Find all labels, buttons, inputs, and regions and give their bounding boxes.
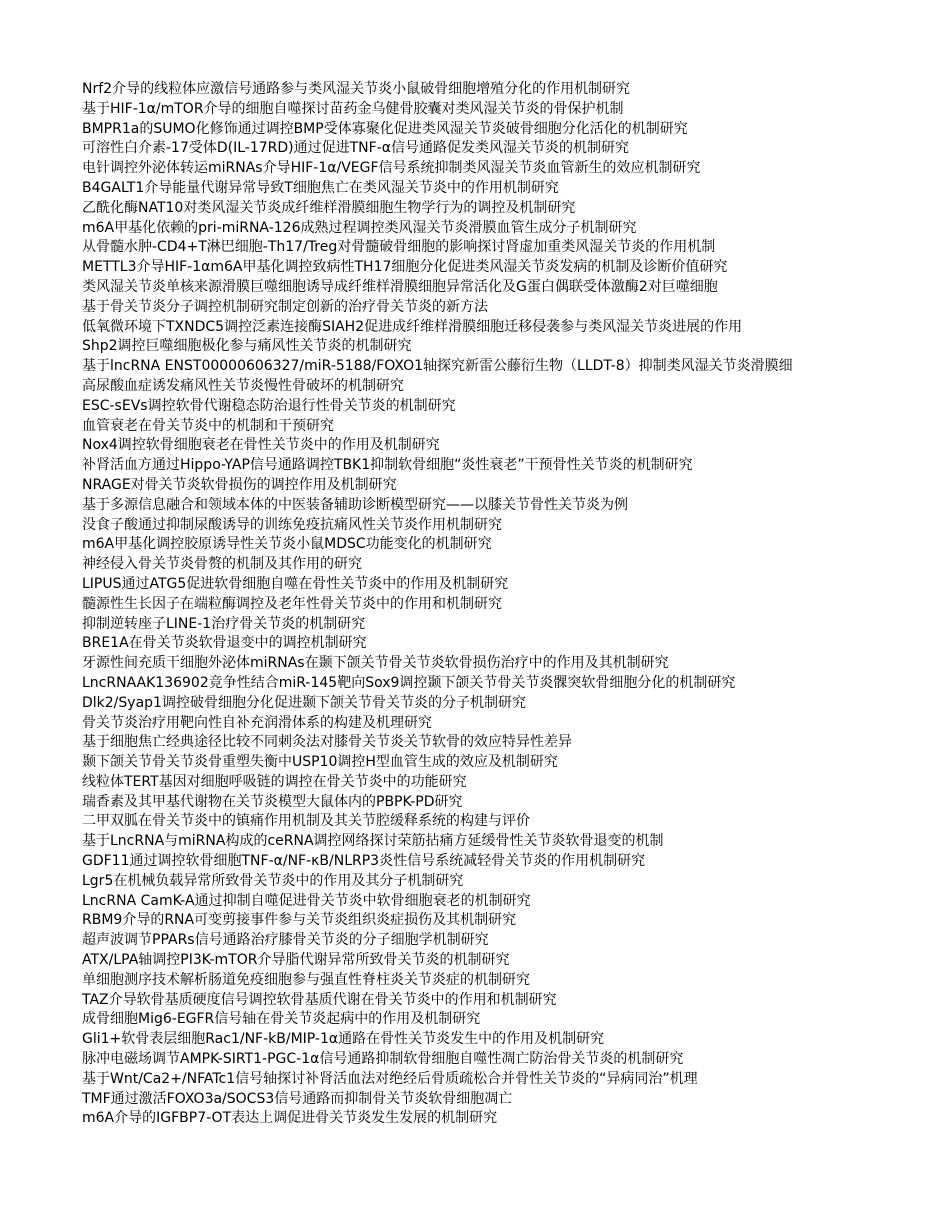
research-title-item: Lgr5在机械负载异常所致骨关节炎中的作用及其分子机制研究 [82,872,464,889]
research-title-item: 基于Wnt/Ca2+/NFATc1信号轴探讨补肾活血法对绝经后骨质疏松合并骨性关节炎的“异病同治”机理 [82,1070,698,1087]
research-title-item: Shp2调控巨噬细胞极化参与痛风性关节炎的机制研究 [82,338,412,355]
research-title-item: 没食子酸通过抑制尿酸诱导的训练免疫抗痛风性关节炎作用机制研究 [82,516,502,533]
research-title-item: ATX/LPA轴调控PI3K-mTOR介导脂代谢异常所致骨关节炎的机制研究 [82,952,510,969]
research-title-item: 基于多源信息融合和领域本体的中医装备辅助诊断模型研究——以膝关节骨性关节炎为例 [82,496,628,513]
research-title-item: 基于HIF-1α/mTOR介导的细胞自噬探讨苗药金乌健骨胶囊对类风湿关节炎的骨保护机制 [82,100,624,117]
research-title-item: 低氧微环境下TXNDC5调控泛素连接酶SIAH2促进成纤维样滑膜细胞迁移侵袭参与类风湿关节炎进展的作用 [82,318,743,335]
research-title-item: 脉冲电磁场调节AMPK-SIRT1-PGC-1α信号通路抑制软骨细胞自噬性凋亡防治骨关节炎的机制研究 [82,1051,684,1068]
research-title-item: BMPR1a的SUMO化修饰通过调控BMP受体寡聚化促进类风湿关节炎破骨细胞分化活化的机制研究 [82,120,688,137]
research-title-item: LIPUS通过ATG5促进软骨细胞自噬在骨性关节炎中的作用及机制研究 [82,575,509,592]
research-title-item: 线粒体TERT基因对细胞呼吸链的调控在骨关节炎中的功能研究 [82,773,467,790]
research-title-item: m6A甲基化调控胶原诱导性关节炎小鼠MDSC功能变化的机制研究 [82,536,492,553]
research-title-item: Nox4调控软骨细胞衰老在骨性关节炎中的作用及机制研究 [82,437,440,454]
research-title-item: m6A甲基化依赖的pri-miRNA-126成熟过程调控类风湿关节炎滑膜血管生成分子机制研究 [82,219,637,236]
research-title-item: 高尿酸血症诱发痛风性关节炎慢性骨破坏的机制研究 [82,377,404,394]
research-title-item: 基于lncRNA ENST00000606327/miR-5188/FOXO1轴探究新雷公藤衍生物（LLDT-8）抑制类风湿关节炎滑膜细 [82,358,793,375]
research-title-item: 抑制逆转座子LINE-1治疗骨关节炎的机制研究 [82,615,366,632]
research-title-item: 超声波调节PPARs信号通路治疗膝骨关节炎的分子细胞学机制研究 [82,932,489,949]
research-title-item: 颞下颌关节骨关节炎骨重塑失衡中USP10调控H型血管生成的效应及机制研究 [82,754,558,771]
research-title-item: 类风湿关节炎单核来源滑膜巨噬细胞诱导成纤维样滑膜细胞异常活化及G蛋白偶联受体激酶2对巨噬细胞 [82,278,718,295]
research-title-item: Gli1+软骨表层细胞Rac1/NF-kB/MIP-1α通路在骨性关节炎发生中的作用及机制研究 [82,1031,605,1048]
research-title-item: 基于细胞焦亡经典途径比较不同刺灸法对膝骨关节炎关节软骨的效应特异性差异 [82,734,572,751]
research-title-item: TAZ介导软骨基质硬度信号调控软骨基质代谢在骨关节炎中的作用和机制研究 [82,991,557,1008]
research-title-item: 乙酰化酶NAT10对类风湿关节炎成纤维样滑膜细胞生物学行为的调控及机制研究 [82,199,576,216]
research-title-item: 成骨细胞Mig6-EGFR信号轴在骨关节炎起病中的作用及机制研究 [82,1011,481,1028]
research-title-item: ESC-sEVs调控软骨代谢稳态防治退行性骨关节炎的机制研究 [82,397,456,414]
research-title-item: 基于骨关节炎分子调控机制研究制定创新的治疗骨关节炎的新方法 [82,298,488,315]
research-title-item: 从骨髓水肿-CD4+T淋巴细胞-Th17/Treg对骨髓破骨细胞的影响探讨肾虚加重类风湿关节炎的作用机制 [82,239,716,256]
research-title-item: Dlk2/Syap1调控破骨细胞分化促进颞下颌关节骨关节炎的分子机制研究 [82,694,526,711]
research-title-item: 基于LncRNA与miRNA构成的ceRNA调控网络探讨荣筋拈痛方延缓骨性关节炎软骨退变的机制 [82,833,664,850]
research-title-item: B4GALT1介导能量代谢异常导致T细胞焦亡在类风湿关节炎中的作用机制研究 [82,179,559,196]
research-title-item: METTL3介导HIF-1αm6A甲基化调控致病性TH17细胞分化促进类风湿关节炎发病的机制及诊断价值研究 [82,259,728,276]
research-title-item: BRE1A在骨关节炎软骨退变中的调控机制研究 [82,635,367,652]
research-title-item: 骨关节炎治疗用靶向性自补充润滑体系的构建及机理研究 [82,714,432,731]
research-title-item: Nrf2介导的线粒体应激信号通路参与类风湿关节炎小鼠破骨细胞增殖分化的作用机制研究 [82,81,631,97]
research-title-item: LncRNA CamK-A通过抑制自噬促进骨关节炎中软骨细胞衰老的机制研究 [82,892,531,909]
research-title-item: 补肾活血方通过Hippo-YAP信号通路调控TBK1抑制软骨细胞“炎性衰老”干预骨性关节炎的机制研究 [82,457,693,474]
research-title-item: RBM9介导的RNA可变剪接事件参与关节炎组织炎症损伤及其机制研究 [82,912,517,929]
research-title-item: 髓源性生长因子在端粒酶调控及老年性骨关节炎中的作用和机制研究 [82,595,502,612]
research-title-item: TMF通过激活FOXO3a/SOCS3信号通路而抑制骨关节炎软骨细胞凋亡 [82,1090,513,1107]
research-title-item: 牙源性间充质干细胞外泌体miRNAs在颞下颌关节骨关节炎软骨损伤治疗中的作用及其机制研究 [82,655,669,672]
research-title-item: 二甲双胍在骨关节炎中的镇痛作用机制及其关节腔缓释系统的构建与评价 [82,813,530,830]
research-title-item: 单细胞测序技术解析肠道免疫细胞参与强直性脊柱炎关节炎症的机制研究 [82,971,530,988]
research-title-item: m6A介导的IGFBP7-OT表达上调促进骨关节炎发生发展的机制研究 [82,1110,498,1127]
research-title-item: LncRNAAK136902竞争性结合miR-145靶向Sox9调控颞下颌关节骨关节炎髁突软骨细胞分化的机制研究 [82,674,736,691]
research-title-item: 神经侵入骨关节炎骨赘的机制及其作用的研究 [82,556,362,573]
research-title-item: NRAGE对骨关节炎软骨损伤的调控作用及机制研究 [82,476,397,493]
research-title-item: GDF11通过调控软骨细胞TNF-α/NF-κB/NLRP3炎性信号系统减轻骨关节炎的作用机制研究 [82,853,646,870]
research-title-item: 血管衰老在骨关节炎中的机制和干预研究 [82,417,334,434]
research-title-list [82,80,868,1129]
research-title-item: 可溶性白介素-17受体D(IL-17RD)通过促进TNF-α信号通路促发类风湿关节炎的机制研究 [82,140,629,157]
research-title-item: 瑞香素及其甲基代谢物在关节炎模型大鼠体内的PBPK-PD研究 [82,793,463,810]
research-title-item: 电针调控外泌体转运miRNAs介导HIF-1α/VEGF信号系统抑制类风湿关节炎血管新生的效应机制研究 [82,160,701,177]
